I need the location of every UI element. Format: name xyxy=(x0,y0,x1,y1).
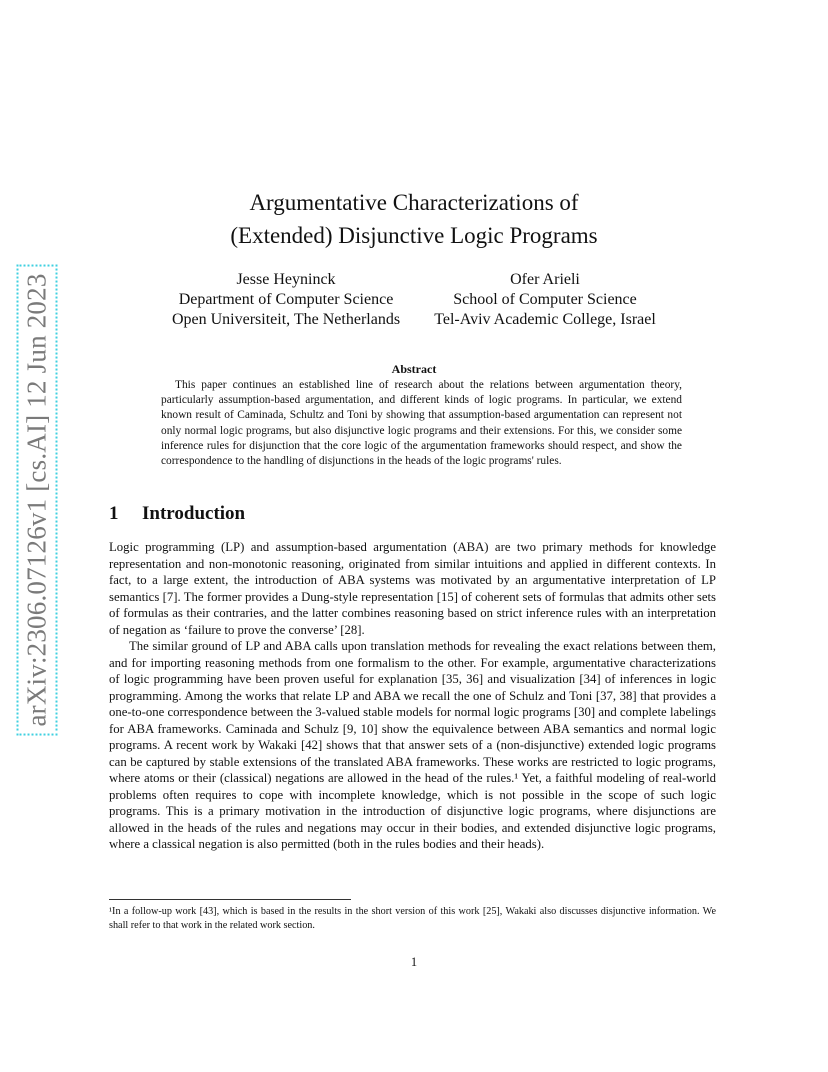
section-number: 1 xyxy=(109,503,119,524)
author-block-2 xyxy=(425,270,665,330)
paper-title-line-1: Argumentative Characterizations of xyxy=(249,190,579,215)
author-name: Jesse Heyninck xyxy=(236,271,336,288)
abstract-text xyxy=(161,378,682,469)
abstract-heading: Abstract xyxy=(391,362,437,376)
footnote: ¹In a follow-up work [43], which is based in the results in the short version of this work [25], Wakaki also discusses disjunctive information. We shall refer to that work in the related work section. xyxy=(109,906,716,931)
author-institution: Tel-Aviv Academic College, Israel xyxy=(434,311,656,328)
section-title: Introduction xyxy=(142,503,246,524)
arxiv-identifier-sidebar xyxy=(22,265,52,735)
arxiv-identifier: arXiv:2306.07126v1 [cs.AI] 12 Jun 2023 xyxy=(22,269,53,730)
section-body xyxy=(109,539,716,853)
author-department: Department of Computer Science xyxy=(178,291,394,308)
footnote-divider xyxy=(109,899,351,900)
author-institution: Open Universiteit, The Netherlands xyxy=(171,311,401,328)
abstract-paragraph: This paper continues an established line of research about the relations between argumentation theory, particularly assumption-based argumentation, and different kinds of logic programs. In particular, we extend known result of Caminada, Schultz and Toni by showing that assumption-based argumentation can represent not only normal logic programs, but also disjunctive logic programs and their extensions. For this, we consider some inference rules for disjunction that the core logic of the argumentation frameworks should respect, and show the correspondence to the handling of disjunctions in the heads of the logic programs' rules. xyxy=(161,379,682,468)
page-number: 1 xyxy=(410,955,418,969)
body-paragraph: The similar ground of LP and ABA calls upon translation methods for revealing the exact relations between them, and for importing reasoning methods from one formalism to the other. For example, argumentative characterizations of logic programming have been proven useful for explanation [35, 36] and visualization [34] of inferences in logic programming. Among the works that relate LP and ABA we recall the one of Schulz and Toni [37, 38] that provides a one-to-one correspondence between the 3-valued stable models for normal logic programs [30] and complete labelings for ABA frameworks. Caminada and Schulz [9, 10] show the equivalence between ABA semantics and normal logic programs. A recent work by Wakaki [42] shows that that answer sets of a (non-disjunctive) extended logic programs can be captured by stable extensions of the translated ABA frameworks. These works are restricted to logic programs, where atoms or their (classical) negations are allowed in the head of the rules.¹ Yet, a faithful modeling of real-world problems often requires to cope with incomplete knowledge, which is not possible in the scope of such logic programs. This is a primary motivation in the introduction of disjunctive logic programs, where disjunctions are allowed in the heads of the rules and negations may occur in their bodies, and extended disjunctive logic programs, where a classical negation is also permitted (both in the rules bodies and their heads). xyxy=(109,639,716,851)
body-paragraph: Logic programming (LP) and assumption-based argumentation (ABA) are two primary methods for knowledge representation and non-monotonic reasoning, originated from similar intuitions and applied in different contexts. In fact, to a large extent, the introduction of ABA systems was motivated by an argumentative interpretation of LP semantics [7]. The former provides a Dung-style representation [15] of coherent sets of formulas that admits other sets of formulas as their contraries, and the latter combines reasoning based on strict inference rules with an interpretation of negation as ‘failure to prove the converse’ [28]. xyxy=(109,540,716,637)
author-name: Ofer Arieli xyxy=(510,271,580,288)
section-heading xyxy=(109,503,245,525)
paper-title-line-2: (Extended) Disjunctive Logic Programs xyxy=(230,223,598,248)
author-block-1 xyxy=(160,270,412,330)
author-department: School of Computer Science xyxy=(453,291,637,308)
paper-title xyxy=(0,186,828,252)
